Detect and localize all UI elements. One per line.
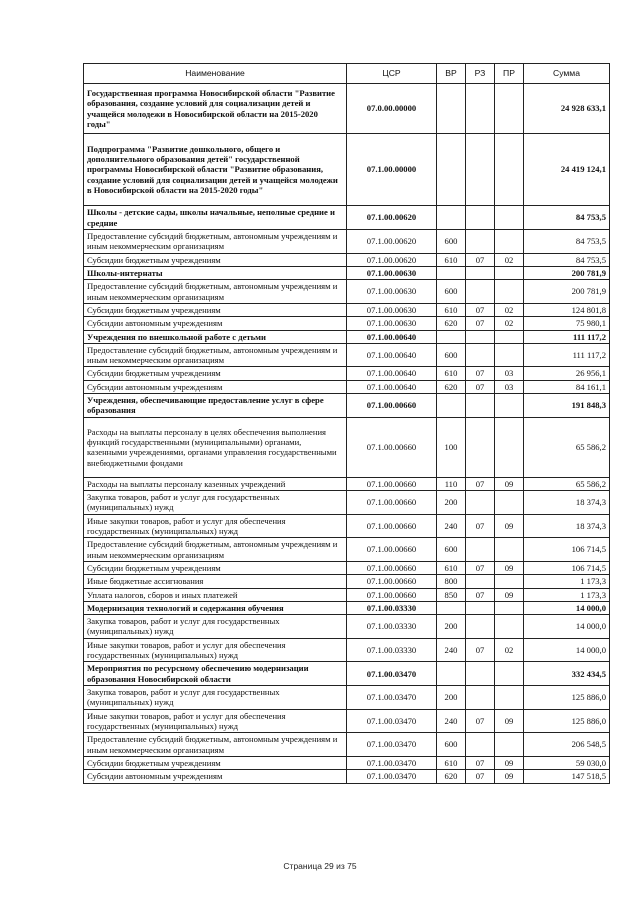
cell-name: Субсидии бюджетным учреждениям	[84, 561, 347, 574]
cell-pr	[495, 280, 524, 304]
cell-pr	[495, 84, 524, 134]
table-row	[84, 491, 610, 515]
cell-vr: 610	[437, 367, 466, 380]
cell-vr: 610	[437, 253, 466, 266]
cell-sum: 111 117,2	[524, 330, 610, 343]
cell-name: Модернизация технологий и содержания обучения	[84, 601, 347, 614]
cell-name: Субсидии автономным учреждениям	[84, 317, 347, 330]
cell-rz: 07	[466, 380, 495, 393]
cell-vr: 600	[437, 230, 466, 254]
cell-name: Расходы на выплаты персоналу в целях обеспечения выполнения функций государственными (муниципальными) органами, казенными учреждениями, органами управления государственными внебюджетными фондами	[84, 417, 347, 477]
cell-rz: 07	[466, 770, 495, 783]
table-row	[84, 303, 610, 316]
cell-rz: 07	[466, 709, 495, 733]
table-row	[84, 343, 610, 367]
cell-csr: 07.1.00.00660	[347, 575, 437, 588]
cell-vr: 800	[437, 575, 466, 588]
cell-sum: 125 886,0	[524, 709, 610, 733]
cell-csr: 07.1.00.00630	[347, 317, 437, 330]
cell-pr	[495, 230, 524, 254]
cell-csr: 07.1.00.00620	[347, 253, 437, 266]
cell-sum: 147 518,5	[524, 770, 610, 783]
cell-vr: 200	[437, 615, 466, 639]
cell-name: Предоставление субсидий бюджетным, автономным учреждениям и иным некоммерческим организациям	[84, 733, 347, 757]
cell-pr: 09	[495, 477, 524, 490]
cell-pr: 09	[495, 588, 524, 601]
cell-csr: 07.1.00.00660	[347, 477, 437, 490]
cell-rz	[466, 266, 495, 279]
cell-csr: 07.1.00.00640	[347, 343, 437, 367]
cell-rz	[466, 662, 495, 686]
cell-csr: 07.1.00.00660	[347, 588, 437, 601]
cell-rz	[466, 491, 495, 515]
cell-rz	[466, 206, 495, 230]
cell-csr: 07.1.00.00630	[347, 280, 437, 304]
table-row	[84, 206, 610, 230]
cell-pr: 03	[495, 380, 524, 393]
cell-rz: 07	[466, 367, 495, 380]
cell-sum: 14 000,0	[524, 615, 610, 639]
table-row	[84, 686, 610, 710]
cell-sum: 84 753,5	[524, 230, 610, 254]
cell-pr	[495, 394, 524, 418]
table-row	[84, 575, 610, 588]
cell-rz	[466, 575, 495, 588]
cell-name: Учреждения, обеспечивающие предоставление услуг в сфере образования	[84, 394, 347, 418]
cell-sum: 124 801,8	[524, 303, 610, 316]
cell-sum: 65 586,2	[524, 417, 610, 477]
cell-csr: 07.1.00.00640	[347, 380, 437, 393]
cell-name: Предоставление субсидий бюджетным, автономным учреждениям и иным некоммерческим организациям	[84, 230, 347, 254]
cell-sum: 24 419 124,1	[524, 134, 610, 206]
table-body	[84, 84, 610, 784]
cell-name: Школы - детские сады, школы начальные, неполные средние и средние	[84, 206, 347, 230]
cell-rz: 07	[466, 253, 495, 266]
cell-vr: 620	[437, 770, 466, 783]
cell-name: Закупка товаров, работ и услуг для государственных (муниципальных) нужд	[84, 615, 347, 639]
cell-rz: 07	[466, 588, 495, 601]
cell-vr: 600	[437, 538, 466, 562]
table-row	[84, 662, 610, 686]
cell-csr: 07.1.00.00620	[347, 230, 437, 254]
cell-name: Закупка товаров, работ и услуг для государственных (муниципальных) нужд	[84, 491, 347, 515]
cell-pr	[495, 343, 524, 367]
cell-pr	[495, 733, 524, 757]
table-row	[84, 317, 610, 330]
cell-name: Иные закупки товаров, работ и услуг для обеспечения государственных (муниципальных) нужд	[84, 709, 347, 733]
cell-csr: 07.1.00.03470	[347, 756, 437, 769]
cell-name: Субсидии автономным учреждениям	[84, 380, 347, 393]
header-vr: ВР	[437, 64, 466, 84]
cell-sum: 59 030,0	[524, 756, 610, 769]
cell-pr	[495, 134, 524, 206]
cell-name: Иные бюджетные ассигнования	[84, 575, 347, 588]
cell-rz	[466, 601, 495, 614]
cell-name: Предоставление субсидий бюджетным, автономным учреждениям и иным некоммерческим организациям	[84, 538, 347, 562]
cell-csr: 07.1.00.03330	[347, 615, 437, 639]
table-row	[84, 561, 610, 574]
table-row	[84, 538, 610, 562]
table-header-row	[84, 64, 610, 84]
cell-name: Государственная программа Новосибирской области "Развитие образования, создание условий для социализации детей и учащейся молодежи в Новосибирской области на 2015-2020 годы"	[84, 84, 347, 134]
cell-pr	[495, 615, 524, 639]
cell-name: Мероприятия по ресурсному обеспечению модернизации образования Новосибирской области	[84, 662, 347, 686]
cell-rz: 07	[466, 514, 495, 538]
cell-name: Подпрограмма "Развитие дошкольного, общего и дополнительного образования детей" государственной программы Новосибирской области "Развитие образования, создание условий для социализации детей и учащейся молодежи в Новосибирской области на 2015-2020 годы"	[84, 134, 347, 206]
cell-csr: 07.1.00.03470	[347, 770, 437, 783]
cell-csr: 07.1.00.03330	[347, 601, 437, 614]
cell-rz	[466, 686, 495, 710]
cell-rz	[466, 84, 495, 134]
cell-name: Предоставление субсидий бюджетным, автономным учреждениям и иным некоммерческим организациям	[84, 280, 347, 304]
cell-name: Субсидии бюджетным учреждениям	[84, 756, 347, 769]
cell-sum: 200 781,9	[524, 280, 610, 304]
cell-pr	[495, 601, 524, 614]
table-row	[84, 770, 610, 783]
cell-sum: 200 781,9	[524, 266, 610, 279]
table-row	[84, 756, 610, 769]
cell-vr: 600	[437, 733, 466, 757]
cell-sum: 1 173,3	[524, 575, 610, 588]
cell-sum: 106 714,5	[524, 538, 610, 562]
cell-sum: 106 714,5	[524, 561, 610, 574]
cell-vr	[437, 601, 466, 614]
cell-vr	[437, 134, 466, 206]
cell-vr	[437, 330, 466, 343]
cell-name: Иные закупки товаров, работ и услуг для обеспечения государственных (муниципальных) нужд	[84, 638, 347, 662]
table-row	[84, 266, 610, 279]
cell-name: Закупка товаров, работ и услуг для государственных (муниципальных) нужд	[84, 686, 347, 710]
cell-csr: 07.1.00.00620	[347, 206, 437, 230]
cell-sum: 14 000,0	[524, 601, 610, 614]
cell-csr: 07.1.00.03470	[347, 709, 437, 733]
cell-vr: 200	[437, 686, 466, 710]
cell-csr: 07.0.00.00000	[347, 84, 437, 134]
cell-pr: 09	[495, 709, 524, 733]
cell-sum: 84 161,1	[524, 380, 610, 393]
cell-name: Школы-интернаты	[84, 266, 347, 279]
cell-vr: 240	[437, 709, 466, 733]
table-row	[84, 638, 610, 662]
cell-sum: 18 374,3	[524, 514, 610, 538]
cell-rz: 07	[466, 561, 495, 574]
cell-pr	[495, 417, 524, 477]
table-row	[84, 601, 610, 614]
cell-name: Субсидии бюджетным учреждениям	[84, 367, 347, 380]
header-sum: Сумма	[524, 64, 610, 84]
table-row	[84, 477, 610, 490]
cell-sum: 26 956,1	[524, 367, 610, 380]
cell-name: Уплата налогов, сборов и иных платежей	[84, 588, 347, 601]
cell-csr: 07.1.00.00640	[347, 367, 437, 380]
cell-csr: 07.1.00.00660	[347, 514, 437, 538]
table-row	[84, 253, 610, 266]
cell-vr: 620	[437, 380, 466, 393]
cell-vr: 100	[437, 417, 466, 477]
page-number: Страница 29 из 75	[283, 861, 357, 871]
cell-vr: 850	[437, 588, 466, 601]
cell-vr: 240	[437, 638, 466, 662]
cell-csr: 07.1.00.00660	[347, 538, 437, 562]
cell-rz	[466, 134, 495, 206]
cell-csr: 07.1.00.00660	[347, 491, 437, 515]
table-row	[84, 230, 610, 254]
cell-name: Расходы на выплаты персоналу казенных учреждений	[84, 477, 347, 490]
cell-sum: 332 434,5	[524, 662, 610, 686]
cell-rz	[466, 330, 495, 343]
table-row	[84, 380, 610, 393]
cell-sum: 206 548,5	[524, 733, 610, 757]
cell-pr	[495, 330, 524, 343]
table-row	[84, 417, 610, 477]
cell-rz	[466, 394, 495, 418]
cell-name: Предоставление субсидий бюджетным, автономным учреждениям и иным некоммерческим организациям	[84, 343, 347, 367]
table-row	[84, 514, 610, 538]
cell-rz: 07	[466, 317, 495, 330]
table-row	[84, 733, 610, 757]
cell-rz: 07	[466, 477, 495, 490]
cell-vr: 200	[437, 491, 466, 515]
cell-pr	[495, 662, 524, 686]
table-row	[84, 330, 610, 343]
cell-sum: 84 753,5	[524, 253, 610, 266]
cell-rz	[466, 615, 495, 639]
cell-rz	[466, 280, 495, 304]
cell-vr: 110	[437, 477, 466, 490]
cell-rz: 07	[466, 756, 495, 769]
cell-csr: 07.1.00.03470	[347, 733, 437, 757]
cell-sum: 24 928 633,1	[524, 84, 610, 134]
cell-sum: 14 000,0	[524, 638, 610, 662]
cell-vr: 610	[437, 756, 466, 769]
cell-vr	[437, 662, 466, 686]
cell-rz	[466, 733, 495, 757]
cell-csr: 07.1.00.00660	[347, 394, 437, 418]
cell-sum: 75 980,1	[524, 317, 610, 330]
cell-pr: 03	[495, 367, 524, 380]
cell-pr: 02	[495, 253, 524, 266]
cell-name: Учреждения по внешкольной работе с детьми	[84, 330, 347, 343]
cell-pr	[495, 686, 524, 710]
header-rz: РЗ	[466, 64, 495, 84]
cell-csr: 07.1.00.00630	[347, 266, 437, 279]
table-row	[84, 394, 610, 418]
cell-name: Субсидии бюджетным учреждениям	[84, 303, 347, 316]
cell-vr	[437, 266, 466, 279]
cell-sum: 125 886,0	[524, 686, 610, 710]
header-pr: ПР	[495, 64, 524, 84]
cell-vr	[437, 206, 466, 230]
cell-rz: 07	[466, 303, 495, 316]
cell-pr	[495, 491, 524, 515]
cell-pr: 09	[495, 561, 524, 574]
cell-csr: 07.1.00.00640	[347, 330, 437, 343]
table-row	[84, 134, 610, 206]
table-row	[84, 367, 610, 380]
cell-csr: 07.1.00.03470	[347, 686, 437, 710]
cell-name: Иные закупки товаров, работ и услуг для обеспечения государственных (муниципальных) нужд	[84, 514, 347, 538]
cell-rz: 07	[466, 638, 495, 662]
table-row	[84, 84, 610, 134]
cell-rz	[466, 343, 495, 367]
cell-pr: 02	[495, 638, 524, 662]
table-row	[84, 615, 610, 639]
cell-vr: 600	[437, 343, 466, 367]
cell-pr: 02	[495, 303, 524, 316]
cell-vr: 240	[437, 514, 466, 538]
cell-sum: 84 753,5	[524, 206, 610, 230]
cell-vr	[437, 84, 466, 134]
cell-rz	[466, 538, 495, 562]
cell-pr	[495, 206, 524, 230]
cell-pr: 09	[495, 770, 524, 783]
cell-vr: 600	[437, 280, 466, 304]
cell-sum: 111 117,2	[524, 343, 610, 367]
cell-vr: 610	[437, 303, 466, 316]
cell-csr: 07.1.00.00660	[347, 561, 437, 574]
cell-pr	[495, 575, 524, 588]
cell-rz	[466, 230, 495, 254]
cell-pr: 09	[495, 756, 524, 769]
cell-sum: 1 173,3	[524, 588, 610, 601]
cell-name: Субсидии бюджетным учреждениям	[84, 253, 347, 266]
cell-sum: 18 374,3	[524, 491, 610, 515]
cell-pr	[495, 266, 524, 279]
cell-pr: 09	[495, 514, 524, 538]
cell-pr: 02	[495, 317, 524, 330]
table-row	[84, 588, 610, 601]
cell-vr: 620	[437, 317, 466, 330]
cell-csr: 07.1.00.03330	[347, 638, 437, 662]
cell-csr: 07.1.00.00000	[347, 134, 437, 206]
header-name: Наименование	[84, 64, 347, 84]
cell-rz	[466, 417, 495, 477]
table-row	[84, 709, 610, 733]
cell-vr: 610	[437, 561, 466, 574]
cell-sum: 191 848,3	[524, 394, 610, 418]
cell-pr	[495, 538, 524, 562]
cell-csr: 07.1.00.00660	[347, 417, 437, 477]
cell-csr: 07.1.00.00630	[347, 303, 437, 316]
cell-vr	[437, 394, 466, 418]
budget-table	[83, 63, 610, 784]
cell-sum: 65 586,2	[524, 477, 610, 490]
header-csr: ЦСР	[347, 64, 437, 84]
table-row	[84, 280, 610, 304]
cell-csr: 07.1.00.03470	[347, 662, 437, 686]
cell-name: Субсидии автономным учреждениям	[84, 770, 347, 783]
